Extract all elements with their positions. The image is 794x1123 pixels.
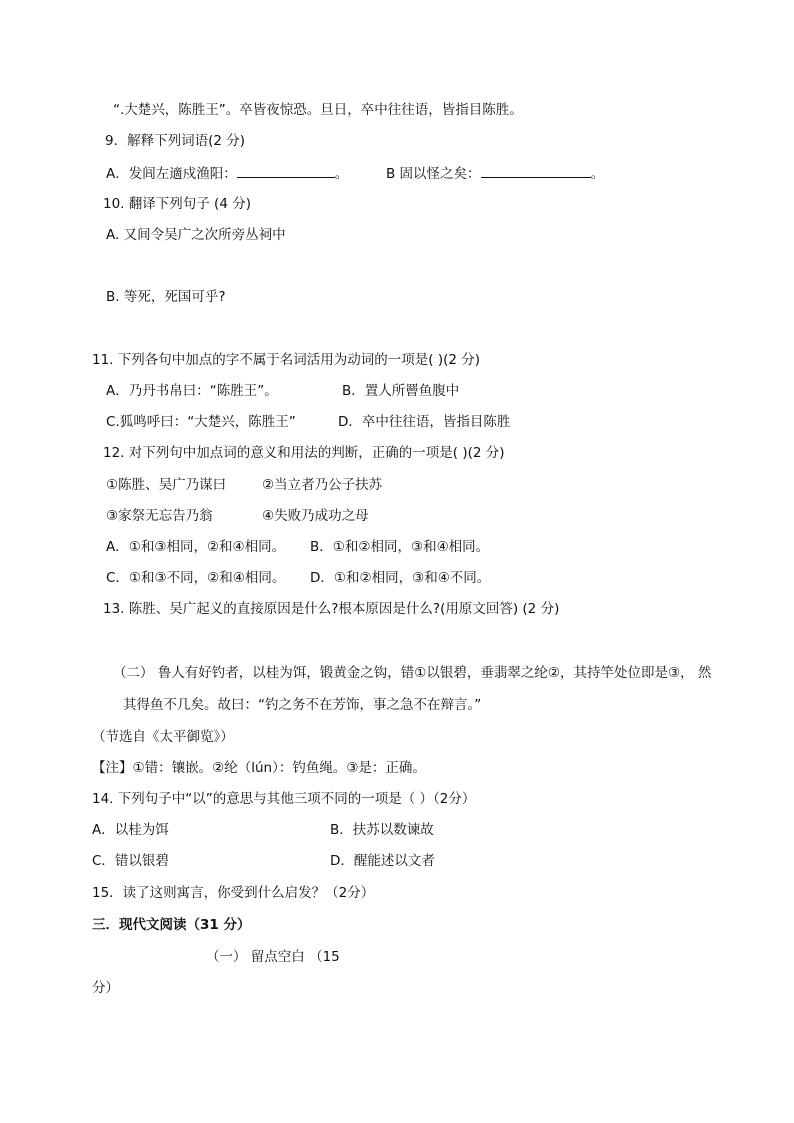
q10-option-a: A. 又间令吴广之次所旁丛祠中: [106, 227, 286, 243]
q12-option-b: B．①和②相同，③和④相同。: [310, 539, 490, 555]
section3-heading: 三．现代文阅读（31 分）: [92, 917, 251, 933]
q12-option-d: D．①和②相同，③和④不同。: [310, 570, 491, 586]
q11-option-d: D．卒中往往语，皆指目陈胜: [338, 414, 511, 430]
q14-option-d: D．醒能述以文者: [330, 853, 435, 869]
q11-option-c: C.狐鸣呼曰：“大楚兴，陈胜王”: [106, 414, 296, 430]
q13-stem: 13. 陈胜、吴广起义的直接原因是什么?根本原因是什么?(用原文回答) (2 分): [103, 601, 560, 617]
q14-option-a: A．以桂为饵: [92, 822, 169, 838]
section3-subheading-cont: 分）: [92, 980, 119, 996]
q14-option-b: B．扶苏以数谏故: [330, 822, 434, 838]
q9-a-end: 。: [334, 166, 349, 182]
q9-b-end: 。: [590, 166, 605, 182]
passage2-source: （节选自《太平御览》）: [92, 729, 234, 745]
q9-option-a: [106, 163, 348, 183]
q14-stem: 14. 下列句子中“以”的意思与其他三项不同的一项是（ ）（2分）: [92, 791, 476, 807]
q10-stem: 10. 翻译下列句子 (4 分): [103, 196, 251, 212]
q10-option-b: B. 等死，死国可乎?: [106, 289, 226, 305]
section3-subheading: （一） 留点空白 （15: [206, 949, 340, 965]
q12-option-a: A．①和③相同，②和④相同。: [106, 539, 286, 555]
passage2-note: 【注】①错：镶嵌。②纶（lún）：钓鱼绳。③是：正确。: [92, 760, 426, 776]
q12-option-c: C．①和③不同，②和④相同。: [106, 570, 286, 586]
q9-b-blank[interactable]: [481, 163, 591, 178]
q12-sentence-2: ②当立者乃公子扶苏: [262, 477, 383, 493]
q11-stem: 11. 下列各句中加点的字不属于名词活用为动词的一项是( )(2 分): [92, 352, 480, 368]
q9-b-label: B 固以怪之矣：: [386, 166, 481, 182]
q12-sentence-1: ①陈胜、吴广乃谋曰: [106, 477, 227, 493]
passage2-line1: （二） 鲁人有好钓者，以桂为饵，锻黄金之钩，错①以银碧，垂翡翠之纶②，其持竿处位即是③， 然: [113, 665, 712, 681]
q14-option-c: C．错以银碧: [92, 853, 169, 869]
q9-a-blank[interactable]: [237, 163, 335, 178]
q11-option-a: A．乃丹书帛曰：“陈胜王”。: [106, 383, 278, 399]
q12-stem: 12. 对下列句中加点词的意义和用法的判断，正确的一项是( )(2 分): [103, 445, 505, 461]
q9-a-label: A．发闾左適戍渔阳：: [106, 166, 237, 182]
q12-sentence-4: ④失败乃成功之母: [262, 508, 369, 524]
passage2-line2: 其得鱼不几矣。故曰：“钓之务不在芳饰，事之急不在辩言。”: [123, 697, 482, 713]
passage-tail: “.大楚兴，陈胜王”。卒皆夜惊恐。旦日，卒中往往语，皆指目陈胜。: [113, 102, 523, 118]
q9-option-b: [386, 163, 604, 183]
q9-stem: 9．解释下列词语(2 分): [105, 133, 246, 149]
q12-sentence-3: ③家祭无忘告乃翁: [106, 508, 213, 524]
q11-option-b: B．置人所罾鱼腹中: [342, 383, 460, 399]
q15-stem: 15．读了这则寓言，你受到什么启发？（2分）: [92, 885, 375, 901]
